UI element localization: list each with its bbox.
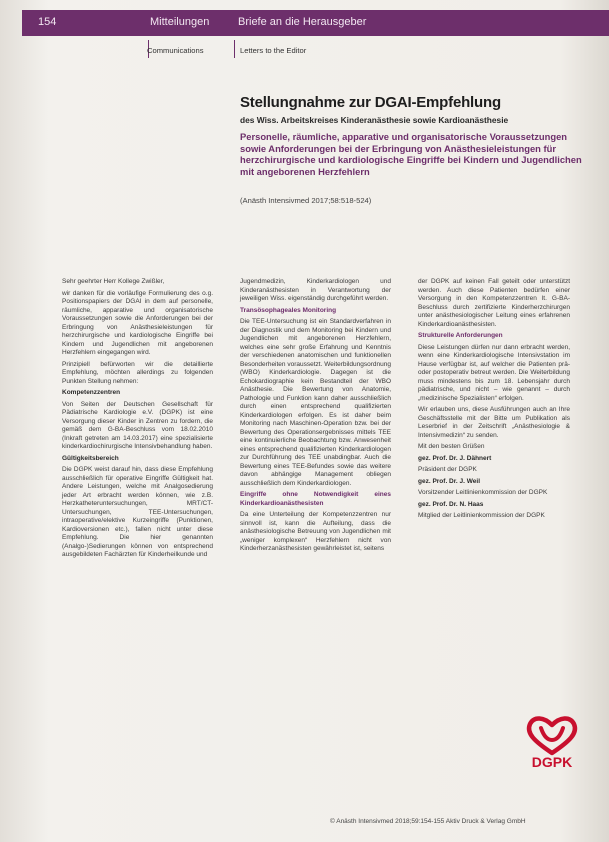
article-topic: Personelle, räumliche, apparative und organisatorische Voraussetzungen sowie Anforderungen bei der Erbringung von Anästhesieleistungen für herzchirurgische und kardiologische Eingriffe bei Kindern und Jugendlichen mit angeborenen Herzfehlern <box>240 131 582 177</box>
salutation: Sehr geehrter Herr Kollege Zwißler, <box>62 278 165 285</box>
paragraph: Die TEE-Untersuchung ist ein Standardverfahren in der Diagnostik und dem Monitoring bei Kindern und Jugendlichen mit angeborenen Herzfehlern, welches eine sehr große Erfahrung und Kenntnis der verschiedenen anatomischen und funktionellen Besonderheiten voraussetzt. Weiterbildungsordnung (WBO) Kinderkardiologie. Dagegen ist die Echokardiographie kein Bestandteil der WBO Anästhesie. Die Bewertung von Anatomie, Pathologie und Funktion kann daher ausschließlich durch einen entsprechend qualifizierten Kinderkardiologen erfolgen. Es ist daher beim Monitoring nach Maschinen-Operation bzw. bei der Bewertung des Operationsergebnisses mittels TEE eine kontinuierliche Beobachtung bzw. Anwesenheit eines entsprechend qualifizierten Kinderkardiologen zur Durchführung des TEE unabdingbar. Auch die Bewertung eines TEE-Befundes sowie das weitere davon abhängige Management obliegen ausschließlich dem Kinderkardiologen. <box>240 318 391 487</box>
section-heading: Kompetenzzentren <box>62 389 121 396</box>
section-label: Mitteilungen <box>150 16 210 28</box>
text-column-1 <box>62 278 213 563</box>
paragraph: Von Seiten der Deutschen Gesellschaft für Pädiatrische Kardiologie e.V. (DGPK) ist eine Versorgung dieser Kinder in Zentren zu fordern, die gemäß dem G-BA-Beschluss vom 18.02.2010 (Inkraft getreten am 14.03.2017) eine spezialisierte kinderkardiochirurgische Intensivbehandlung haben. <box>62 400 213 450</box>
rubric-label: Briefe an die Herausgeber <box>238 16 367 28</box>
signatory-role: Vorsitzender Leitlinienkommission der DGPK <box>418 489 548 496</box>
page-number: 154 <box>38 16 57 28</box>
footer-copyright: © Anästh Intensivmed 2018;59:154-155 Aktiv Druck & Verlag GmbH <box>330 818 526 825</box>
signatory-role: Präsident der DGPK <box>418 466 477 473</box>
paragraph: Jugendmedizin, Kinderkardiologen und Kinderanästhesisten in Verantwortung der jeweiligen Wiss. eigenständig durchgeführt werden. <box>240 278 391 302</box>
article-title: Stellungnahme zur DGAI-Empfehlung <box>240 94 501 111</box>
section-heading: Strukturelle Anforderungen <box>418 332 503 339</box>
closing: Mit den besten Grüßen <box>418 443 485 450</box>
signatory-name: gez. Prof. Dr. J. Dähnert <box>418 454 492 462</box>
divider <box>234 40 235 58</box>
section-label-english: Communications <box>147 46 204 55</box>
section-heading: Gültigkeitsbereich <box>62 454 119 462</box>
svg-text:DGPK: DGPK <box>531 754 573 769</box>
paragraph: Prinzipiell befürworten wir die detaillierte Empfehlung, möchten allerdings zu folgenden Punkten Stellung nehmen: <box>62 360 213 385</box>
article-subtitle: des Wiss. Arbeitskreises Kinderanästhesie sowie Kardioanästhesie <box>240 115 509 125</box>
signatory-name: gez. Prof. Dr. N. Haas <box>418 500 484 508</box>
text-column-3 <box>418 278 570 524</box>
rubric-label-english: Letters to the Editor <box>240 46 307 55</box>
signatory-name: gez. Prof. Dr. J. Weil <box>418 477 481 485</box>
paragraph: Die DGPK weist darauf hin, dass diese Empfehlung ausschließlich für operative Eingriffe Gültigkeit hat. Andere Leistungen, welche mit Analgosedierung jeder Art erbracht werden können, wie z.B. Herzkatheteruntersuchungen, MRT/CT-Untersuchungen, TEE-Untersuchungen, intraoperative/elektive Kurzeingriffe (Punktionen, Kardioversionen etc.), fallen nicht unter diese Empfehlung. Die hier genannten (Analgo-)Sedierungen können von entsprechend ausgebildeten Fachärzten für Kinderheilkunde und <box>62 466 213 558</box>
section-heading: Transösophageales Monitoring <box>240 306 337 314</box>
paragraph: Wir erlauben uns, diese Ausführungen auch an Ihre Geschäftsstelle mit der Bitte um Publikation als Leserbrief in der Zeitschrift „Anästhesiologie & Intensivmedizin“ zu senden. <box>418 406 570 439</box>
citation: (Anästh Intensivmed 2017;58:518-524) <box>240 196 372 205</box>
paragraph: wir danken für die vorläufige Formulierung des o.g. Positionspapiers der DGAI in dem auf personelle, räumliche, apparative und organisatorische Voraussetzungen sowie die Anforderungen bei der Erbringung von Anästhesieleistungen für herzchirurgische und kardiologische Eingriffe bei Kindern und Jugendlichen mit angeborenen Herzfehlern eingegangen wird. <box>62 289 213 356</box>
dgpk-logo <box>520 713 584 769</box>
paragraph: Diese Leistungen dürfen nur dann erbracht werden, wenn eine Kinderkardiologische Intensivstation im Hause verfügbar ist, auf welcher die Patienten prä- oder postoperativ betreut werden. Die Weiterbildung muss mindestens bis zum 18. Lebensjahr durch pädiatrische, und nicht – wie genannt – durch „medizinische Spezialisten“ erfolgen. <box>418 343 570 402</box>
paragraph: Da eine Unterteilung der Kompetenzzentren nur sinnvoll ist, kann die Aufteilung, dass die anästhesiologische Betreuung von Jugendlichen mit „weniger komplexen“ Herzfehlern nicht von Kinderherzanästhesisten gewährleistet ist, seitens <box>240 511 391 552</box>
paragraph: der DGPK auf keinen Fall geteilt oder unterstützt werden. Auch diese Patienten bedürfen einer Versorgung in den Kompetenzzentren lt. G-BA-Beschluss durch zertifizierte Kinderherzchirurgen unter anästhesiologischer Leitung eines erfahrenen Kinderkardioanästhesisten. <box>418 278 570 328</box>
section-heading: Eingriffe ohne Notwendigkeit eines Kinderkardioanästhesisten <box>240 491 391 507</box>
signatory-role: Mitglied der Leitlinienkommission der DGPK <box>418 512 545 519</box>
text-column-2 <box>240 278 391 557</box>
